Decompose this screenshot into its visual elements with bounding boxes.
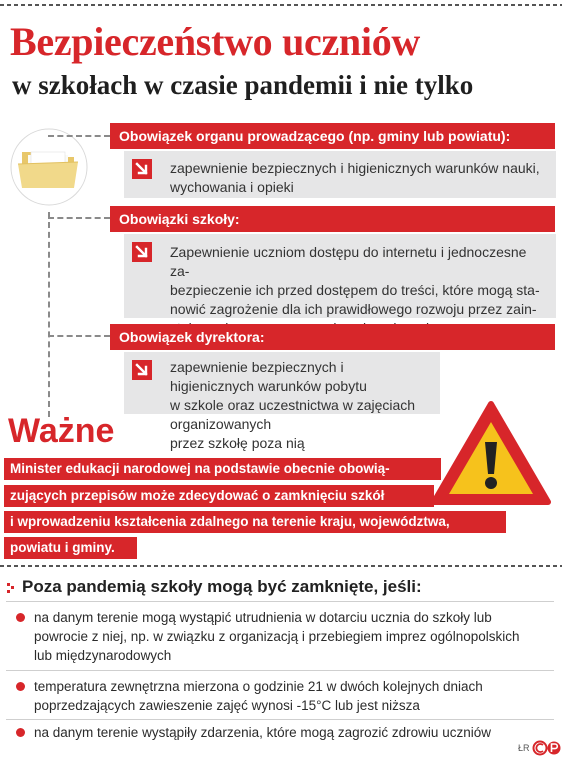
connector-branch [48, 335, 110, 337]
important-heading: Ważne [8, 412, 115, 450]
duty-label-school: Obowiązki szkoły: [110, 206, 555, 232]
list-item [6, 608, 556, 665]
page-title: Bezpieczeństwo uczniów [10, 19, 420, 64]
arrow-down-right-icon [132, 360, 152, 380]
list-item-text: na danym terenie wystąpiły zdarzenia, które mogą zagrozić zdrowiu uczniów [34, 725, 491, 740]
important-line: powiatu i gminy. [4, 537, 137, 559]
duty-text-organ: zapewnienie bezpiecznych i higienicznych warunków nauki, wychowania i opieki [170, 160, 540, 195]
section-bullet-icon [6, 582, 20, 596]
section-rule [6, 670, 554, 671]
important-line: Minister edukacji narodowej na podstawie obecnie obowią- [4, 458, 441, 480]
duty-text-school: Zapewnienie uczniom dostępu do internetu i jednoczesne za- bezpieczenie ich przed dostępem do treści, które mogą sta- nowić zagrożenie dla ich prawidłowego rozwoju przez zain- [170, 244, 540, 317]
page-subtitle: w szkołach w czasie pandemii i nie tylko [12, 70, 474, 100]
important-line: i wprowadzeniu kształcenia zdalnego na terenie kraju, województwa, [4, 511, 506, 533]
warning-icon [428, 398, 554, 510]
author-initials: ŁR [518, 743, 530, 753]
arrow-down-right-icon [132, 242, 152, 262]
bullet-dot-icon [16, 728, 25, 737]
connector-line [48, 212, 50, 417]
duty-label-organ: Obowiązek organu prowadzącego (np. gminy lub powiatu): [110, 123, 555, 149]
duty-box-school [124, 234, 556, 318]
duty-box-organ [124, 151, 556, 198]
top-divider [0, 4, 562, 6]
closure-heading: Poza pandemią szkoły mogą być zamknięte, jeśli: [22, 577, 422, 596]
arrow-down-right-icon [132, 159, 152, 179]
section-rule [6, 719, 554, 720]
list-item-text: na danym terenie mogą wystąpić utrudnienia w dotarciu ucznia do szkoły lub powrocie z niej, np. w związku z organizacją i przebiegiem imprez ogólnopolskich lub międzynarodowych [34, 610, 520, 663]
bullet-dot-icon [16, 682, 25, 691]
connector-branch [48, 135, 110, 137]
bullet-dot-icon [16, 613, 25, 622]
duty-text-director: zapewnienie bezpiecznych i higienicznych warunków pobytu w szkole oraz uczestnictwa w zajęciach organizowanych przez szkołę poza nią [170, 359, 416, 451]
folder-icon [8, 126, 90, 208]
duty-box-director [124, 352, 440, 451]
list-item [6, 723, 556, 742]
publisher-logo [532, 740, 562, 756]
list-item [6, 677, 556, 715]
connector-branch [48, 217, 110, 219]
section-rule [6, 601, 554, 602]
important-line: zujących przepisów może zdecydować o zamknięciu szkół [4, 485, 434, 507]
section-divider [0, 565, 562, 567]
duty-label-director: Obowiązek dyrektora: [110, 324, 555, 350]
list-item-text: temperatura zewnętrzna mierzona o godzinie 21 w dwóch kolejnych dniach poprzedzających zawieszenie zajęć wynosi -15°C lub jest niższa [34, 679, 483, 713]
